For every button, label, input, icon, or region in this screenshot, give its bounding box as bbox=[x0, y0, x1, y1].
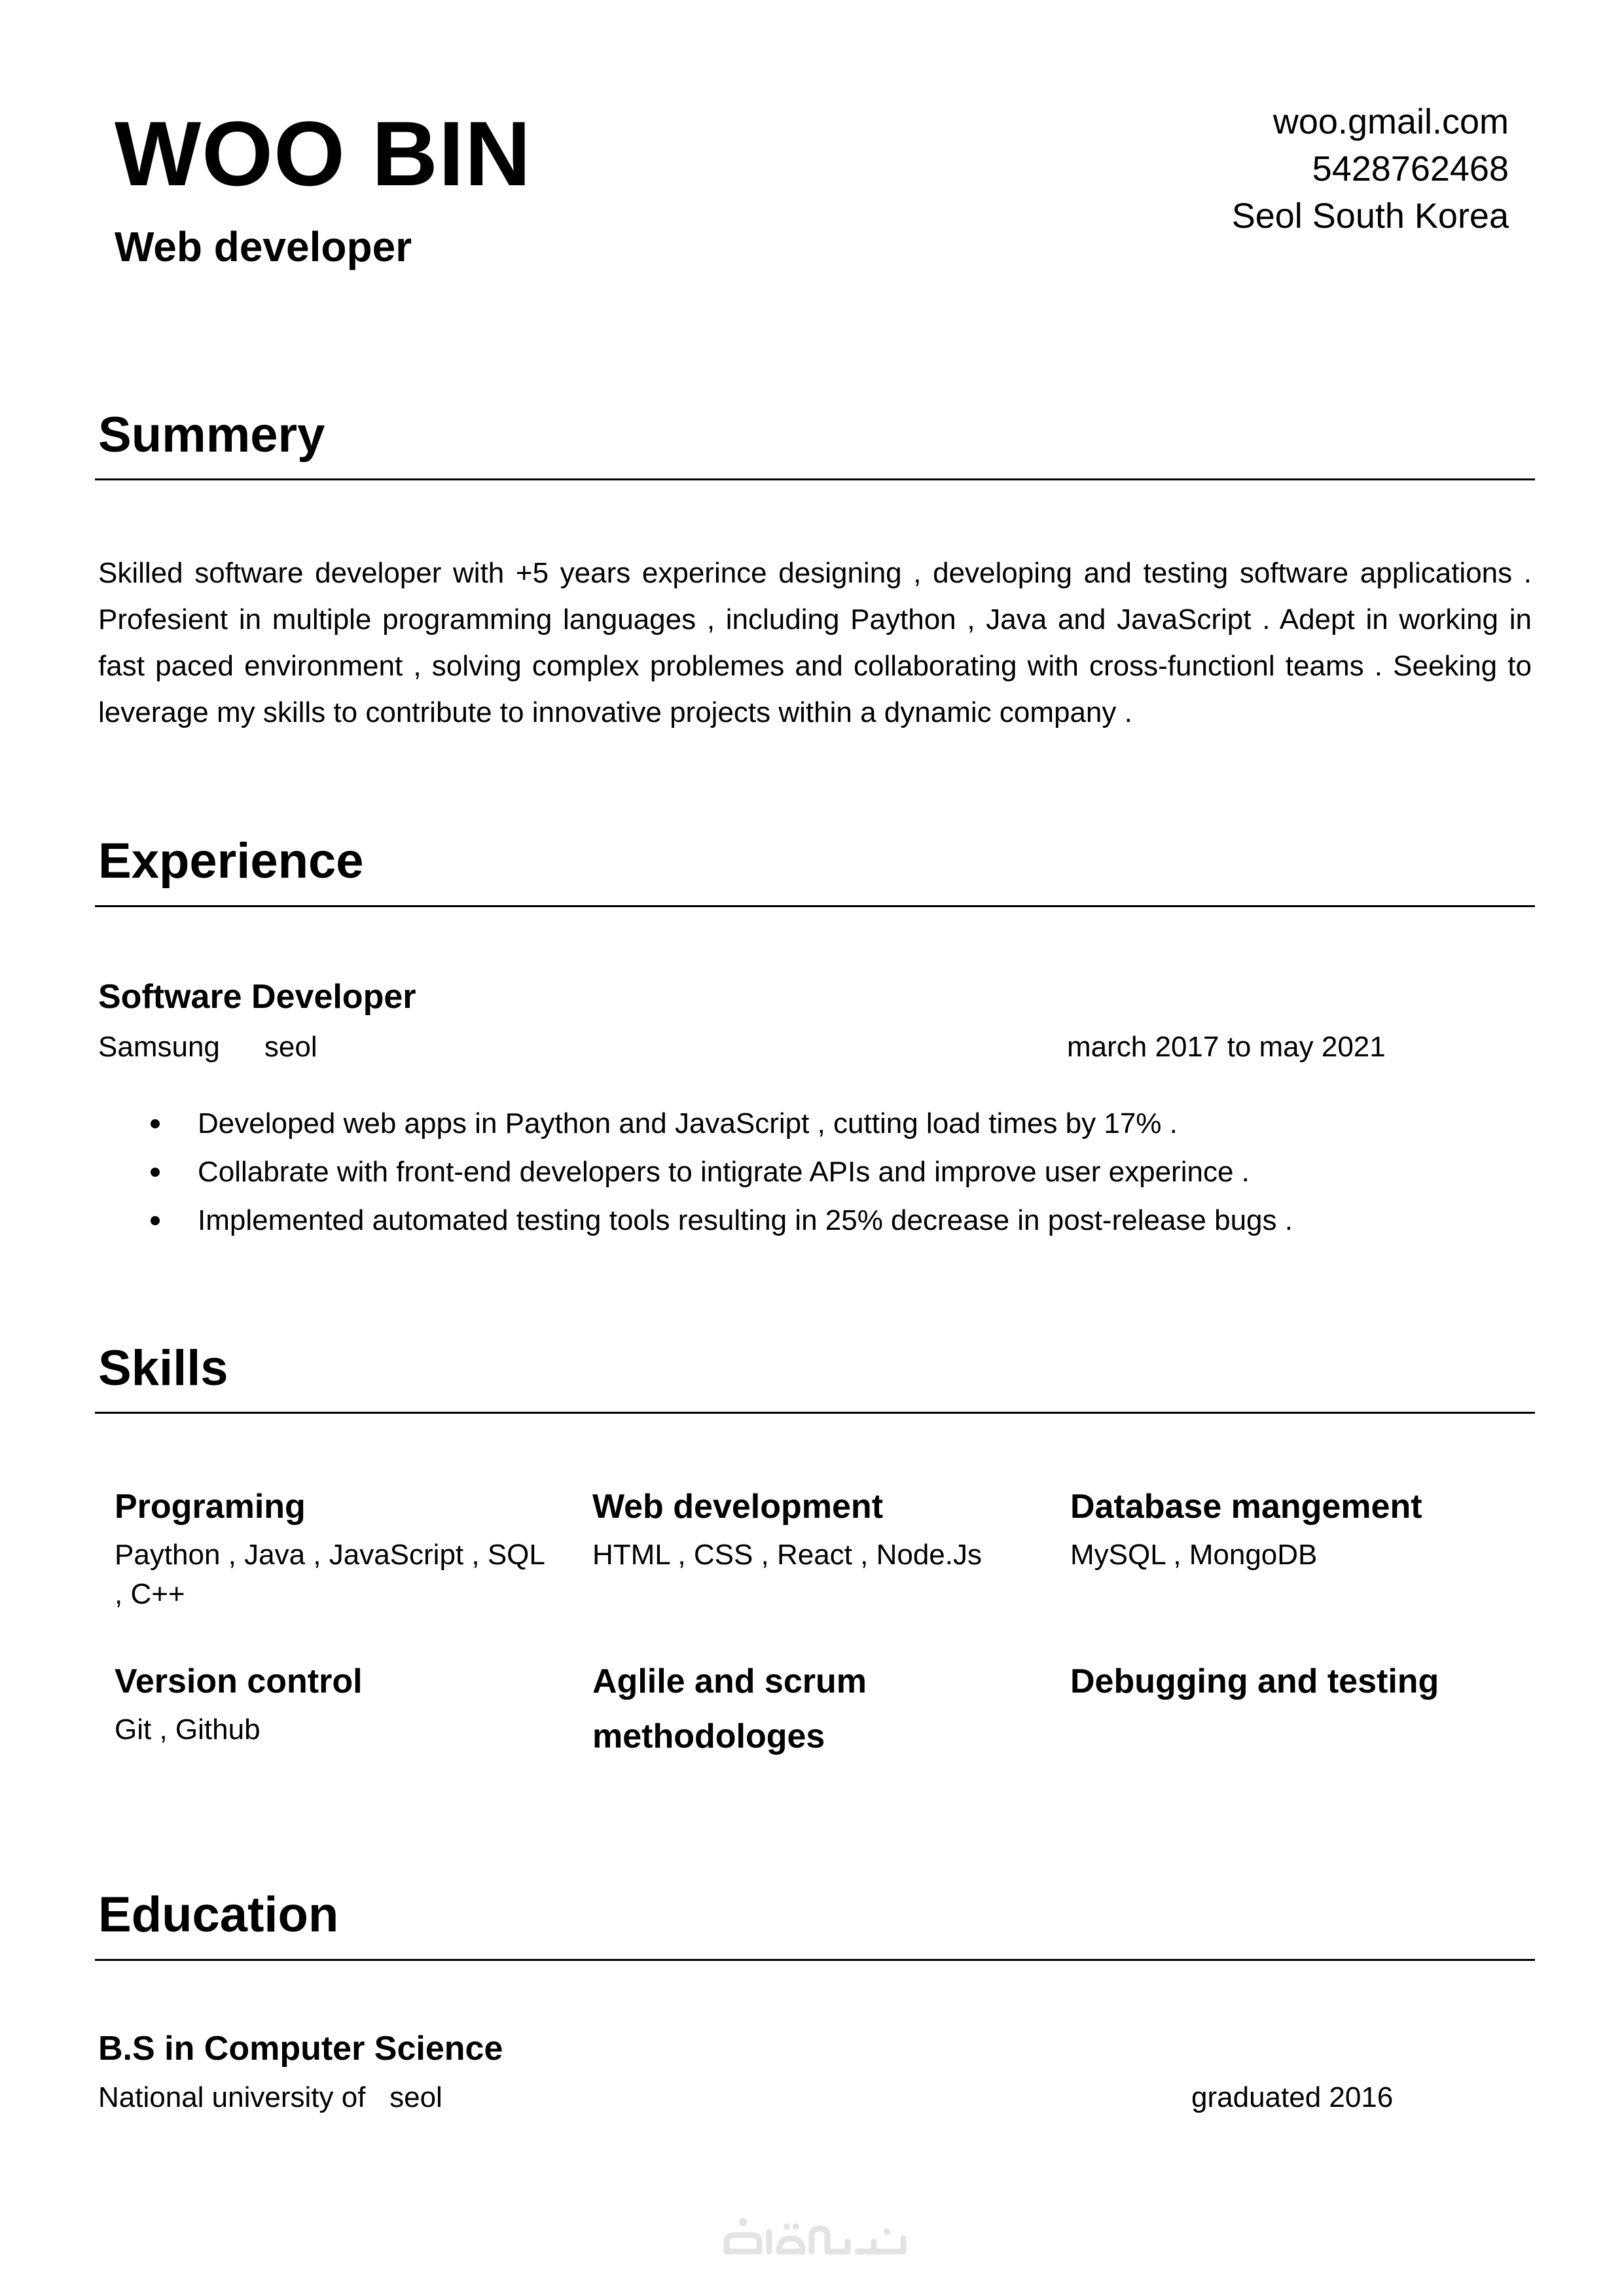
experience-bullet: Developed web apps in Paython and JavaScript , cutting load times by 17% . bbox=[151, 1100, 1293, 1148]
skill-card bbox=[592, 1654, 933, 1765]
experience-dates: march 2017 to may 2021 bbox=[1067, 1031, 1386, 1063]
contact-block bbox=[1232, 98, 1509, 240]
summary-text: Skilled software developer with +5 years experince designing , developing and testing software applications . Profesient in multiple programming languages , including Paython , Java and JavaScript . Adept in working in fast paced environment , solving complex problemes and collaborating with cross-functionl teams . Seeking to leverage my skills to contribute to innovative projects within a dynamic company . bbox=[98, 557, 1532, 728]
skill-card bbox=[115, 1479, 560, 1614]
contact-phone: 5428762468 bbox=[1312, 149, 1509, 188]
skill-value: Paython , Java , JavaScript , SQL , C++ bbox=[115, 1539, 545, 1610]
experience-bullet: Collabrate with front-end developers to intigrate APIs and improve user experince . bbox=[151, 1148, 1293, 1196]
experience-bullet-list bbox=[151, 1100, 1293, 1245]
contact-location: Seol South Korea bbox=[1231, 196, 1509, 236]
skill-value: Git , Github bbox=[115, 1713, 261, 1746]
experience-employer bbox=[98, 1031, 317, 1064]
summary-divider bbox=[95, 478, 1535, 480]
experience-bullet: Implemented automated testing tools resulting in 25% decrease in post-release bugs . bbox=[151, 1196, 1293, 1245]
skill-title: Programing bbox=[115, 1488, 306, 1526]
experience-heading: Experience bbox=[98, 833, 364, 889]
experience-job-title: Software Developer bbox=[98, 978, 416, 1016]
job-title: Web developer bbox=[115, 223, 412, 270]
skills-divider bbox=[95, 1412, 1535, 1414]
contact-email: woo.gmail.com bbox=[1272, 102, 1509, 141]
experience-city: seol bbox=[264, 1031, 317, 1063]
skills-heading: Skills bbox=[98, 1340, 228, 1396]
summary-heading: Summery bbox=[98, 407, 325, 463]
education-heading: Education bbox=[98, 1887, 339, 1943]
skill-card bbox=[1070, 1479, 1515, 1575]
skill-title: Web development bbox=[592, 1488, 884, 1526]
skill-value: HTML , CSS , React , Node.Js bbox=[592, 1539, 982, 1571]
education-graduated: graduated 2016 bbox=[1191, 2081, 1394, 2113]
education-school: National university of seol bbox=[98, 2081, 442, 2113]
skill-card bbox=[115, 1654, 560, 1749]
skill-title: Version control bbox=[115, 1662, 363, 1700]
skill-title: Aglile and scrum methodologes bbox=[592, 1662, 867, 1755]
candidate-name: WOO BIN bbox=[115, 102, 532, 205]
skill-card bbox=[1070, 1654, 1515, 1710]
education-divider bbox=[95, 1959, 1535, 1961]
education-degree: B.S in Computer Science bbox=[98, 2030, 503, 2068]
skill-title: Debugging and testing bbox=[1070, 1662, 1439, 1700]
skill-card bbox=[592, 1479, 1038, 1575]
experience-divider bbox=[95, 905, 1535, 907]
skill-value: MySQL , MongoDB bbox=[1070, 1539, 1318, 1571]
experience-company: Samsung bbox=[98, 1031, 220, 1063]
skill-title: Database mangement bbox=[1070, 1488, 1422, 1526]
watermark-logo bbox=[713, 2206, 916, 2265]
